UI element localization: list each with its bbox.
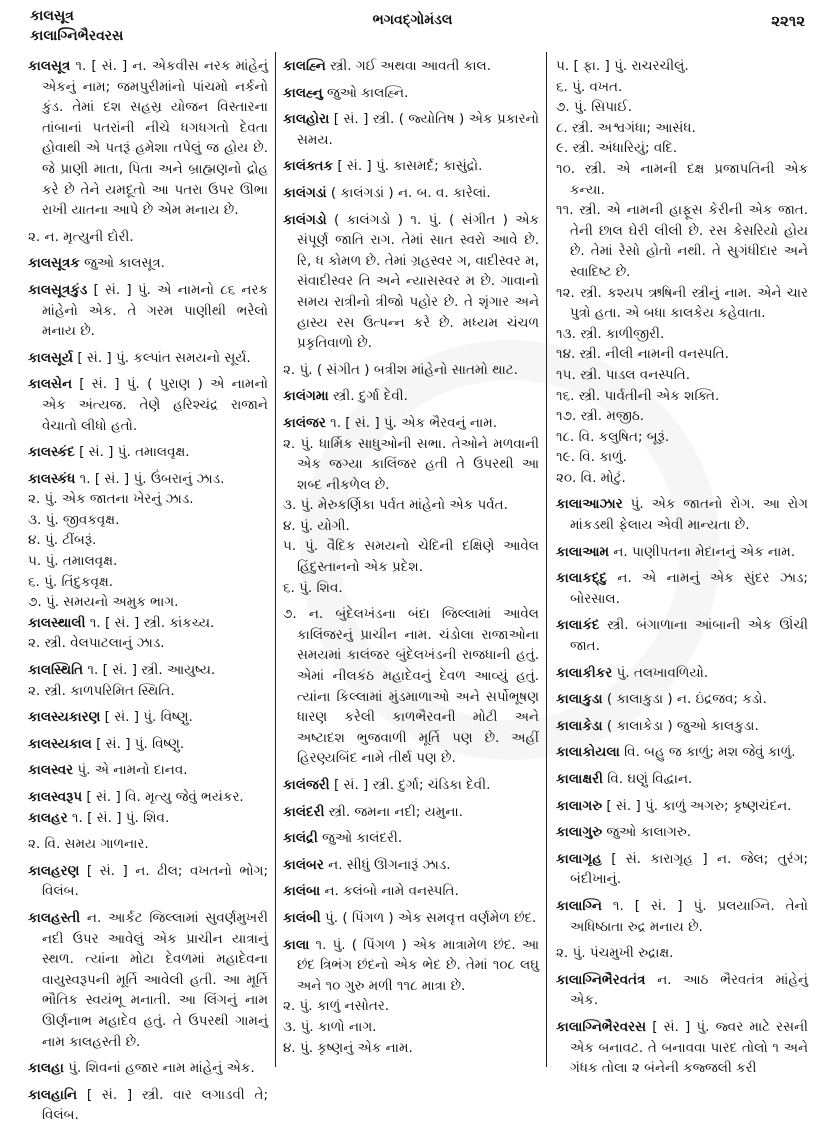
headword: કાલસ્કંદ [28,444,75,461]
headword: કાલંજરી [283,777,330,793]
definition-text: ૧૬. સ્ત્રી. પાર્વતીની એક શક્તિ. [556,387,720,404]
entry-sense [556,138,808,159]
headword: કાલાકીકર [556,664,613,681]
dictionary-entry [283,83,539,104]
definition-text: જુઓ કાલહ્નિ. [322,84,409,101]
entry-sense [28,572,268,593]
dictionary-entry [556,494,808,535]
definition-text: ન. એ નામનું એક સુંદર ઝાડ; બોરસાલ. [570,570,808,607]
definition-text: ૧૭. સ્ત્રી. મજીઠ. [556,408,645,425]
entry-sense [28,681,268,702]
definition-text: ( કાલાકુડા ) ન. ઇંદ્રજવ; કડો. [602,691,767,708]
dictionary-entry [28,469,268,490]
definition-text: પું. શિવનાં હજાર નામ માંહેનું એક. [63,1060,255,1077]
definition-text: [ સં. ] પું. કાસમર્દ; કાસુંદ્રો. [333,158,483,175]
dictionary-entry [283,210,539,354]
definition-text: [ સં. ] સ્ત્રી. વાર લગાડવી તે; વિલંબ. [42,1086,268,1124]
definition-text: ૧૨. સ્ત્રી. કશ્યપ ઋષિની સ્ત્રીનું નામ. એને ચાર પુત્રો હતા. એ બધા કાલકેય કહેવાતા. [556,284,808,322]
entry-sense [28,510,268,531]
headword: કાલંબા [283,883,321,900]
entry-sense [283,434,539,496]
headword: કાલહા [28,1060,64,1077]
definition-text: ન. આઠ ભૈરવતંત્ર માંહેનું એક. [570,971,808,1009]
definition-text: ન. આર્કટ જિલ્લામાં સુવર્ણમુખરી નદી ઉપર આવેલું એક પ્રાચીન યાત્રાનું સ્થળ. ત્યાંના મોટા દેવળમાં મહાદેવના વાયુસ્વરૂપની મૂર્તિ આવેલી હતી. આ મૂર્તિ ભૌતિક સ્વયંભૂ મનાતી. આ લિંગનું નામ ઊર્ણનાભ મહાદેવ હતું. તે ઉપરથી ગામનું નામ કાલહસ્તી છે. [42,909,268,1050]
definition-text: [ સં. ] પું. વિષ્ણુ. [91,735,185,752]
dictionary-entry [556,542,808,563]
definition-text: [ સં. ] પું. કલ્પાંત સમયનો સૂર્ય. [73,349,251,366]
entry-sense [283,996,539,1017]
headword: કાલહ્નુ [283,84,323,101]
headword: કાલસ્થાલી [28,614,86,631]
dictionary-entry [28,253,268,274]
dictionary-entry [556,742,808,763]
guide-word-last: કાલાગ્નિભૈરવરસ [30,28,124,44]
headword: કાલસ્યકારણ [28,709,101,726]
definition-text: જુઓ કાલંદરી. [317,830,403,847]
entry-sense [28,489,268,510]
entry-sense [556,365,808,386]
headword: કાલંદ્રી [283,830,318,847]
column-divider [275,52,276,1067]
headword: કાલા [283,936,310,953]
definition-text: [ સં. ] ન. ઢીલ; વખતનો ભોગ; વિલંબ. [42,862,268,900]
dictionary-entry [556,769,808,790]
column-1 [28,50,268,1126]
entry-sense [556,406,808,427]
dictionary-entry [283,56,539,77]
definition-text: ૬. પું. શિવ. [283,579,343,596]
definition-text: ૧૦. સ્ત્રી. એ નામની દક્ષ પ્રજાપતિની એક કન્યા. [556,160,808,198]
definition-text: ૫. [ ફા. ] પું. રાચરચીલું. [556,58,689,74]
headword: કાલસૂત્રકુંડ [28,281,88,298]
definition-text: પું. ( પિંગળ ) એક સમવૃત્ત વર્ણમેળ છંદ. [320,909,537,926]
entry-sense [28,227,268,248]
definition-text: [ સં. ] સ્ત્રી. ( જ્યોતિષ ) એક પ્રકારનો સમય. [297,111,539,148]
entry-sense [556,427,808,448]
headword: કાલસૂત્ર [28,58,71,74]
definition-text: ૬. પું. તિંદુકવૃક્ષ. [28,573,114,590]
dictionary-entry [283,183,539,204]
headword: કાલસૂત્રક [28,255,80,272]
headword: કાલાકદ્દુ [556,570,607,587]
entry-sense [556,468,808,489]
headword: કાલહાનિ [28,1086,78,1103]
definition-text: [ સં. ] સ્ત્રી. દુર્ગા; ચંડિકા દેવી. [329,777,491,793]
headword: કાલહસ્તી [28,909,81,926]
definition-text: [ સં. ] પું. કાળું અગરુ; કૃષ્ણચંદન. [602,797,792,814]
headword: કાલંગડો [283,211,327,228]
dictionary-entry [283,413,539,434]
headword: કાલંબર [283,856,324,873]
definition-text: ન. સીધું ઊગનારૂં ઝાડ. [323,856,451,873]
headword: કાલહોરા [283,111,330,128]
dictionary-entry [283,855,539,876]
headword: કાલાગ્નિભૈરવતંત્ર [556,971,646,988]
entry-sense [556,324,808,345]
dictionary-entry [283,386,539,407]
definition-text: જુઓ કાલસૂત્ર. [79,255,165,272]
entry-sense [556,283,808,324]
dictionary-entry [283,775,539,796]
entry-sense [556,943,808,964]
dictionary-entry [283,881,539,902]
definition-text: પું. એક જાતનો રોગ. આ રોગ માંકડથી ફેલાય એવી માન્યતા છે. [570,496,808,534]
entry-sense [283,360,539,381]
definition-text: ન. કલંબો નામે વનસ્પતિ. [320,883,459,900]
headword: કાલસ્યકાલ [28,735,92,752]
headword: કાલસ્વરૂપ [28,789,83,805]
definition-text: સ્ત્રી. દુર્ગા દેવી. [328,388,408,405]
dictionary-entry [28,280,268,342]
definition-text: [ સં. ] પું. વિષ્ણુ. [100,709,193,726]
dictionary-entry [28,1085,268,1126]
dictionary-entry [283,828,539,849]
definition-text: સ્ત્રી. જમના નદી; યમુના. [324,803,463,820]
headword: કાલાકેડા [556,717,603,734]
definition-text: ૧. [ સં. ] પું. પ્રલયાગ્નિ. તેનો અધિષ્ઠાતા રુદ્ર મનાય છે. [570,897,808,935]
definition-text: ૨. સ્ત્રી. વેલપાટલાનું ઝાડ. [28,635,165,652]
dictionary-entry [556,689,808,710]
dictionary-entry [28,348,268,369]
definition-text: સ્ત્રી. બંગાળાના આંબાની એક ઊંચી જાત. [570,617,808,655]
entry-sense [556,97,808,118]
entry-sense [556,159,808,200]
dictionary-entry [556,615,808,656]
entry-sense [556,77,808,98]
headword: કાલાકુડા [556,691,603,708]
dictionary-entry [556,568,808,609]
entry-sense [556,386,808,407]
headword: કાલાગ્નિભૈરવરસ [556,1018,647,1035]
definition-text: વિ. બહુ જ કાળું; મશ જેવું કાળું. [619,744,796,761]
definition-text: ૨. પું. કાળું નસોતર. [283,998,390,1015]
definition-text: વિ. ઘણું વિદ્વાન. [603,771,693,787]
definition-text: ૧૯. વિ. કાળું. [556,449,627,466]
page-number: ૨૨૧૨ [771,12,805,30]
entry-sense [283,1017,539,1038]
definition-text: જુઓ કાલાગરુ. [602,824,692,841]
definition-text: ૭. પું. સમયનો અમુક ભાગ. [28,594,179,611]
dictionary-entry [28,707,268,728]
headword: કાલસ્વર [28,762,74,779]
headword: કાલાગરુ [556,797,603,814]
headword: કાલાઆમ [556,543,610,560]
definition-text: ૭. પું. સિપાઈ. [556,99,633,116]
definition-text: ૧૫. સ્ત્રી. પાડલ વનસ્પતિ. [556,366,690,383]
definition-text: ૩. પું. મેરુકર્ણિકા પર્વત માંહેનો એક પર્વત. [283,497,508,514]
headword: કાલંબી [283,909,321,926]
definition-text: સ્ત્રી. ગઈ અથવા આવતી કાલ. [325,58,492,74]
column-divider [546,52,547,1067]
dictionary-entry [28,1058,268,1079]
definition-text: ન. પાણીપતના મેદાનનું એક નામ. [609,543,796,560]
headword: કાલહર [28,809,68,826]
entry-sense [556,344,808,365]
column-3 [556,50,808,1079]
definition-text: ( કાલંગડો ) ૧. પું. ( સંગીત ) એક સંપૂર્ણ જાતિ રાગ. તેમાં સાત સ્વરો આવે છે. રિ, ધ કોમળ છે. તેમાં ગ્રહસ્વર ગ, વાદીસ્વર મ, સંવાદીસ્વર તિ અને ન્યાસસ્વર મ છે. ગાવાનો સમય રાત્રીનો ત્રીજો પહોર છે. તે શૃંગાર અને હાસ્ય રસ ઉત્પન્ન કરે છે. મધ્યમ ચંચળ પ્રકૃતિવાળો છે. [297,211,539,352]
entry-sense [283,495,539,516]
entry-sense [283,578,539,599]
entry-sense [28,834,268,855]
headword: કાલાકોયલા [556,744,620,761]
guide-word-first: કાલસૂત્ર [30,8,74,24]
dictionary-entry [28,808,268,829]
entry-sense [283,1038,539,1059]
dictionary-entry [556,970,808,1011]
dictionary-entry [28,374,268,436]
entry-sense [283,536,539,577]
definition-text: ૫. પું. તમાલવૃક્ષ. [28,553,118,570]
definition-text: ૧. [ સં. ] પું. એક ભૈરવનું નામ. [325,414,498,431]
definition-text: ( કાલાકેડા ) જુઓ કાલકુડા. [602,717,759,734]
dictionary-entry [28,56,268,221]
dictionary-entry [28,734,268,755]
dictionary-entry [283,156,539,177]
definition-text: [ સં. કારાગૃહ ] ન. જેલ; તુરંગ; બંદીખાનું. [570,850,808,888]
definition-text: [ સં. ] પું. એ નામનો ૮૬ નરક માંહેનો એક. તે ગરમ પાણીથી ભરેલો મનાય છે. [42,281,268,340]
definition-text: [ સં. ] વિ. મૃત્યુ જેવું ભયંકર. [82,789,244,805]
headword: કાલસ્થિતિ [28,662,84,679]
definition-text: ૧. [ સં. ] સ્ત્રી. કાંકચ્ય. [85,614,215,631]
dictionary-entry [283,935,539,997]
definition-text: ૧. [ સં. ] પું. શિવ. [67,809,170,826]
dictionary-entry [283,908,539,929]
headword: કાલસેન [28,376,73,393]
definition-text: પું. એ નામનો દાનવ. [73,762,188,779]
dictionary-entry [556,796,808,817]
definition-text: ૧. [ સં. ] પું. ઉંબરાનું ઝાડ. [75,470,225,487]
entry-sense [556,200,808,282]
definition-text: ૧૮. વિ. કલુષિત; બૂરૂં. [556,428,670,445]
definition-text: ૫. પું. વૈદિક સમયનો ચેદિની દક્ષિણે આવેલ હિંદુસ્તાનનો એક પ્રદેશ. [283,538,539,576]
column-2 [283,50,539,1058]
headword: કાલહરણ [28,862,80,879]
definition-text: ૧. પું. ( પિંગળ ) એક માત્રામેળ છંદ. આ છંદ ત્રિભંગ છંદનો એક ભેદ છે. તેમાં ૧૦૮ લઘુ અને ૧૦ ગુરુ મળી ૧૧૮ માત્રા છે. [297,936,539,994]
headword: કાલાઆઝાર [556,496,623,513]
dictionary-entry [556,822,808,843]
headword: કાલંદરી [283,803,325,820]
headword: કાલસૂર્ય [28,349,74,366]
entry-sense [28,592,268,613]
definition-text: ૭. ન. બુંદેલખંડના બંદા જિલ્લામાં આવેલ કાલિંજરનું પ્રાચીન નામ. ચંડોલા રાજાઓના સમયમાં કાલંજર બુંદેલખંડની રાજધાની હતું. એમાં નીલકંઠ મહાદેવનું દેવળ આવ્યું હતું. ત્યાંના કિલ્લામાં મુંડમાળાઓ અને સર્પોભૂષણ ધારણ કરેલી કાળભૈરવની મોટી અને અષ્ટાદશ ભુજવાળી મૂર્તિ પણ છે. અહીં હિરણ્યબિંદ નામે તીર્થ પણ છે. [283,606,539,767]
entry-sense [28,551,268,572]
definition-text: ( કાલંગડાં ) ન. બ. વ. કારેલાં. [326,184,491,201]
entry-sense [556,447,808,468]
definition-text: ૨. પું. ( સંગીત ) બત્રીશ માંહેનો સાતમો થાટ. [283,361,518,378]
definition-text: [ સં. ] પું. ( પુરાણ ) એ નામનો એક અંત્યજ. તેણે હરિશ્ચંદ્ર રાજાને વેચાતો લીધો હતો. [42,376,268,434]
headword: કાલાકંદ [556,617,600,634]
dictionary-entry [28,613,268,634]
definition-text: ૮. સ્ત્રી. અશ્વગંધા; આસંધ. [556,119,696,136]
entry-sense [28,530,268,551]
entry-sense [556,118,808,139]
dictionary-entry [283,109,539,150]
definition-text: ૪. પું. ટીંબરૂં. [28,532,97,549]
definition-text: ૬. પું. વખત. [556,78,623,95]
dictionary-entry [556,896,808,937]
dictionary-entry [28,760,268,781]
headword: કાલસ્કંધ [28,470,76,487]
headword: કાલાગુરુ [556,824,603,841]
headword: કાલંજર [283,414,326,431]
definition-text: ૨. પું. એક જાતના ખેરનું ઝાડ. [28,491,194,508]
headword: કાલંક્તક [283,158,334,175]
entry-sense [28,633,268,654]
dictionary-entry [556,663,808,684]
definition-text: પું. તલખાવળિયો. [612,664,709,681]
definition-text: [ સં. ] પું. તમાલવૃક્ષ. [74,444,190,461]
headword: કાલહ્નિ [283,58,326,74]
definition-text: ૨. સ્ત્રી. કાળપરિમિત સ્થિતિ. [28,682,175,699]
headword: કાલંગમા [283,388,329,405]
definition-text: ૧. [ સં. ] ન. એકવીસ નરક માંહેનું એકનું નામ; જમપુરીમાંનો પાંચમો નર્કનો કુંડ. તેમાં દશ સહસ્ર યોજન વિસ્તારના તાંબાનાં પતરાંની નીચે ધગધગતો દેવતા હોવાથી એ પતરૂં હમેશા તપેલું જ હોય છે. જે પ્રાણી માતા, પિતા અને બ્રાહ્મણનો દ્રોહ કરે છે તેને યમદૂતો આ પતરા ઉપર ઊભા રાખી યાતના આપે છે એમ મનાય છે. [42,58,268,219]
definition-text: ૩. પું. જીવકવૃક્ષ. [28,511,120,528]
definition-text: ૧. [ સં. ] સ્ત્રી. આયુષ્ય. [83,662,216,679]
entry-sense [556,56,808,77]
dictionary-entry [556,1017,808,1079]
definition-text: ૨. વિ. સમય ગાળનાર. [28,836,149,853]
definition-text: ૪. પું. યોગી. [283,517,350,534]
definition-text: ૩. પું. કાળો નાગ. [283,1018,377,1035]
definition-text: ૪. પું. કૃષ્ણનું એક નામ. [283,1039,413,1056]
headword: કાલાગ્નિ [556,897,602,914]
definition-text: ૯. સ્ત્રી. અંધારિયું; વદિ. [556,140,678,157]
definition-text: ૧૩. સ્ત્રી. કાળીજીરી. [556,325,665,342]
dictionary-entry [28,861,268,902]
definition-text: ૧૪. સ્ત્રી. નીલી નામની વનસ્પતિ. [556,346,729,363]
definition-text: ૨. પું. ધાર્મિક સાધુઓની સભા. તેઓને મળવાની એક જગ્યા કાલિંજર હતી તે ઉપરથી આ શબ્દ નીકળેલ છે. [283,435,539,493]
dictionary-entry [556,849,808,890]
headword: કાલાક્ષરી [556,771,603,787]
dictionary-entry [283,802,539,823]
definition-text: ૨. ન. મૃત્યુની દોરી. [28,228,134,245]
dictionary-entry [28,787,268,808]
definition-text: ૧૧. સ્ત્રી. એ નામની હાફૂસ કેરીની એક જાત. તેની છાલ ઘેરી લીલી છે. રસ કેસરિયો હોય છે. તેમાં રેસો હોતો નથી. તે સુગંધીદાર અને સ્વાદિષ્ટ છે. [556,202,808,280]
dictionary-entry [28,442,268,463]
page-title: ભગવદ્ગોમંડલ [372,12,453,28]
definition-text: [ સં. ] પું. જ્વર માટે રસની એક બનાવટ. તે બનાવવા પારદ તોલો ૧ અને ગંધક તોલા ૨ બંનેની કજ્જલી કરી [570,1018,808,1077]
headword: કાલંગડાં [283,184,327,201]
definition-text: ૨૦. વિ. મોટું. [556,469,626,486]
dictionary-entry [28,908,268,1052]
entry-sense [283,516,539,537]
headword: કાલાગૃહ [556,850,602,867]
entry-sense [283,604,539,769]
dictionary-entry [556,716,808,737]
dictionary-entry [28,660,268,681]
definition-text: ૨. પું. પંચમુખી રુદ્રાક્ષ. [556,945,674,962]
